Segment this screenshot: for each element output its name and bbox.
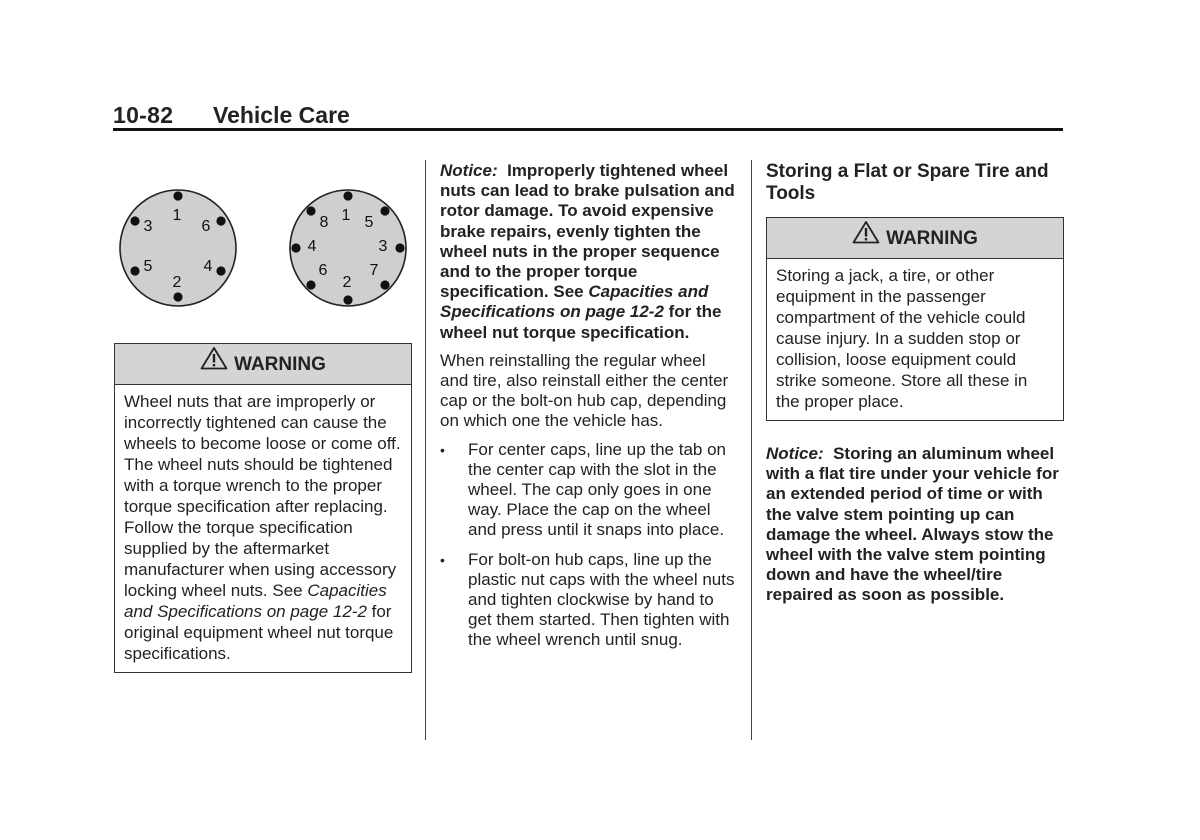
lug-label: 3 <box>378 238 388 255</box>
warning-title: WARNING <box>886 228 978 250</box>
warning-body: Storing a jack, a tire, or other equipment in the passenger compartment of the vehicle could cause injury. In a sudden stop or collision, loose equipment could strike someone. Store all these in the proper place. <box>776 266 1028 411</box>
warning-box-storage <box>766 217 1064 421</box>
notice-aluminum-wheel <box>766 444 1064 606</box>
lug-label: 5 <box>143 258 153 275</box>
notice-text: for the wheel nut torque specification. <box>440 302 722 342</box>
reinstall-paragraph: When reinstalling the regular wheel and tire, also reinstall either the center cap or the bolt-on hub cap, depending on which one the vehicle has. <box>440 350 729 431</box>
notice-label: Notice: <box>766 444 824 463</box>
header-rule <box>113 128 1063 131</box>
list-item <box>440 440 738 541</box>
column-divider-2 <box>751 160 752 740</box>
section-title: Vehicle Care <box>213 102 350 128</box>
lug-label: 5 <box>364 214 374 231</box>
warning-header <box>115 344 411 385</box>
lug-label: 7 <box>369 262 379 279</box>
warning-title: WARNING <box>234 354 326 376</box>
wheel-nut-sequence-8-lug-diagram <box>286 186 412 310</box>
column-divider-1 <box>425 160 426 740</box>
lug-label: 2 <box>342 274 352 291</box>
cross-reference: Capacities and Specifications on page 12-2 <box>124 581 387 621</box>
section-heading: Storing a Flat or Spare Tire and Tools <box>766 161 1049 204</box>
column-2 <box>440 161 738 651</box>
notice-aluminum-wheel-container <box>766 444 1064 606</box>
notice-brake-pulsation <box>440 161 738 343</box>
lug-label: 3 <box>143 218 153 235</box>
lug-label: 1 <box>172 207 182 224</box>
warning-text: Wheel nuts that are improperly or incorrectly tightened can cause the wheels to become loose or come off. The wheel nuts should be tightened with a torque wrench to the proper torque specification after replacing. Follow the torque specification supplied by the aftermarket manufacturer when using accessory locking wheel nuts. See <box>124 392 401 600</box>
notice-text: Improperly tightened wheel nuts can lead to brake pulsation and rotor damage. To avoid expensive brake repairs, evenly tighten the wheel nuts in the proper sequence and to the proper torque specification. See <box>440 161 740 302</box>
lug-label: 6 <box>318 262 328 279</box>
lug-label: 4 <box>203 258 213 275</box>
bullet-icon: • <box>440 441 445 458</box>
warning-text: for original equipment wheel nut torque specifications. <box>124 602 394 663</box>
lug-label: 8 <box>319 214 329 231</box>
lug-label: 2 <box>172 274 182 291</box>
lug-label: 1 <box>341 207 351 224</box>
column-3 <box>766 161 1064 205</box>
warning-triangle-icon <box>852 218 880 260</box>
notice-label: Notice: <box>440 161 498 180</box>
list-item-text: For center caps, line up the tab on the center cap with the slot in the wheel. The cap only goes in one way. Place the cap on the wheel and press until it snaps into place. <box>468 439 726 540</box>
cross-reference: Capacities and Specifications on page 12-2 <box>440 282 709 322</box>
wheel-nut-sequence-6-lug-diagram <box>116 186 242 310</box>
lug-label: 4 <box>307 238 317 255</box>
warning-body <box>115 385 411 672</box>
warning-box-wheel-nuts <box>114 343 412 673</box>
list-item <box>440 550 738 651</box>
notice-text: Storing an aluminum wheel with a flat tire under your vehicle for an extended period of time or with the valve stem pointing up can damage the wheel. Always stow the wheel with the valve stem pointing down and have the wheel/tire repaired as soon as possible. <box>766 444 1064 605</box>
page-number: 10-82 <box>113 102 174 128</box>
warning-triangle-icon <box>200 344 228 386</box>
warning-header <box>767 218 1063 259</box>
bullet-icon: • <box>440 551 445 568</box>
list-item-text: For bolt-on hub caps, line up the plastic nut caps with the wheel nuts and tighten clockwise by hand to get them started. Then tighten with the wheel wrench until snug. <box>468 549 735 650</box>
lug-label: 6 <box>201 218 211 235</box>
page-header <box>113 100 1063 132</box>
